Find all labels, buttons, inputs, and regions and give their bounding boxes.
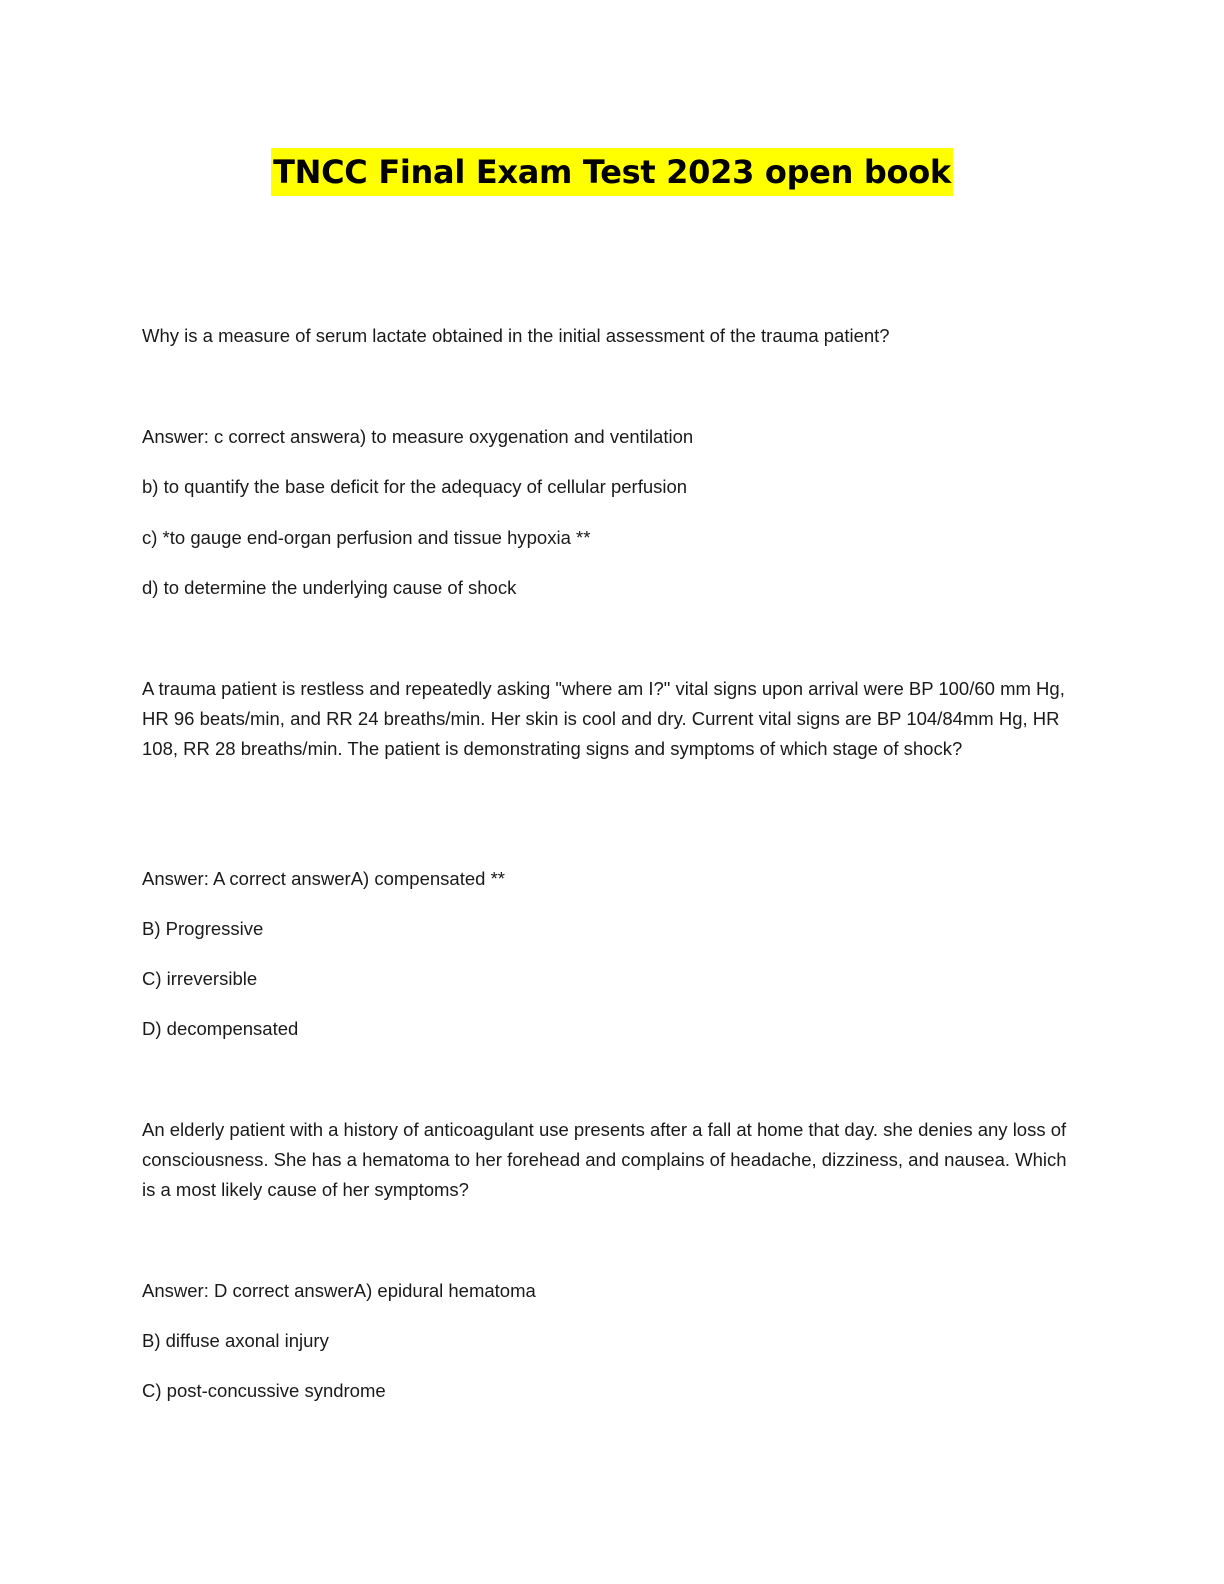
question-1-option-b: b) to quantify the base deficit for the adequacy of cellular perfusion — [142, 476, 688, 497]
question-2-text: A trauma patient is restless and repeatedly asking "where am I?" vital signs upon arrival were BP 100/60 mm Hg, HR 96 beats/min, and RR 24 breaths/min. Her skin is cool and dry. Current vital signs are BP 104/84mm Hg, HR 108, RR 28 breaths/min. The patient is demonstrating signs and symptoms of which stage of shock? — [142, 678, 1065, 759]
question-2-option-d: D) decompensated — [142, 1018, 299, 1039]
question-2-answer: Answer: A correct answerA) compensated ** — [142, 868, 505, 889]
question-3-text: An elderly patient with a history of anticoagulant use presents after a fall at home that day. she denies any loss of consciousness. She has a hematoma to her forehead and complains of headache, dizziness, and nausea. Which is a most likely cause of her symptoms? — [142, 1119, 1067, 1200]
question-2-option-c: C) irreversible — [142, 968, 258, 989]
question-3-option-b: B) diffuse axonal injury — [142, 1330, 329, 1351]
question-3-option-c: C) post-concussive syndrome — [142, 1380, 386, 1401]
question-1-option-c: c) *to gauge end-organ perfusion and tissue hypoxia ** — [142, 527, 591, 548]
question-3-answer: Answer: D correct answerA) epidural hematoma — [142, 1280, 536, 1301]
question-1-option-d: d) to determine the underlying cause of shock — [142, 577, 517, 598]
question-1-answer: Answer: c correct answera) to measure oxygenation and ventilation — [142, 426, 694, 447]
document-title: TNCC Final Exam Test 2023 open book — [271, 148, 953, 196]
title-wrapper — [0, 148, 1224, 196]
question-2-option-b: B) Progressive — [142, 918, 264, 939]
question-1-text: Why is a measure of serum lactate obtained in the initial assessment of the trauma patient? — [142, 325, 890, 346]
